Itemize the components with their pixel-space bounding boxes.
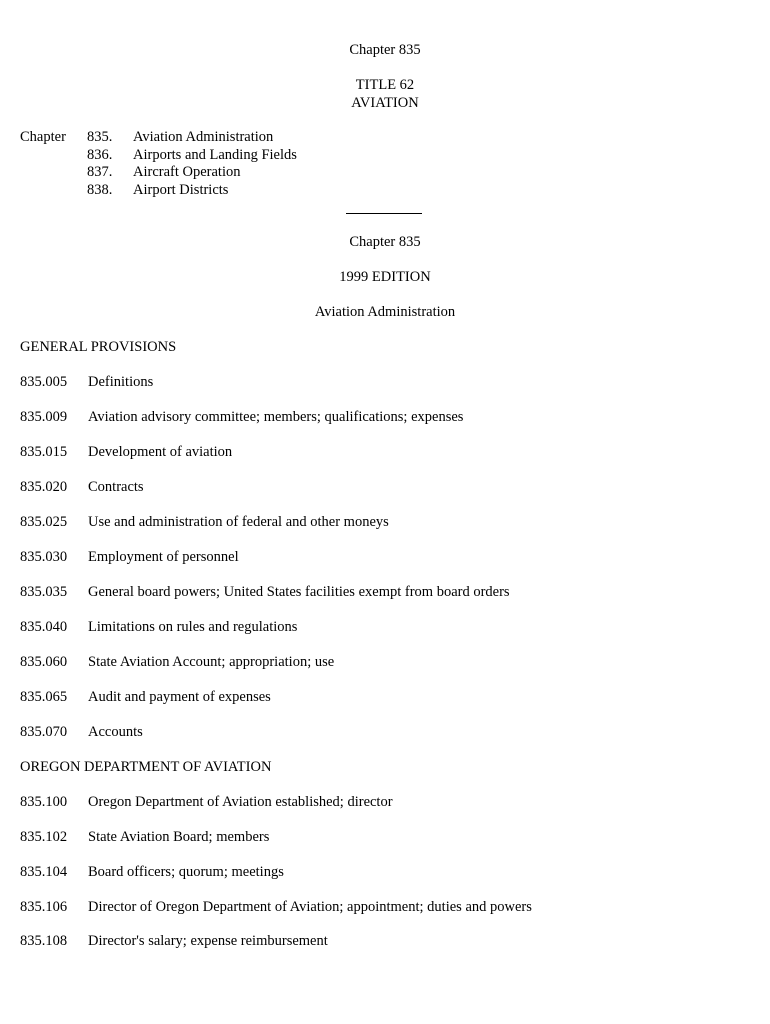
section-number: 835.025	[20, 514, 68, 530]
section-number: 835.100	[20, 794, 68, 810]
section-title: Employment of personnel	[88, 549, 239, 565]
section-number: 835.030	[20, 549, 68, 565]
section-title: Development of aviation	[88, 444, 233, 460]
chapter-number: 837.	[87, 164, 113, 180]
chapter-title: Airports and Landing Fields	[133, 146, 297, 163]
section-number: 835.015	[20, 444, 68, 460]
section-group-heading: GENERAL PROVISIONS	[20, 339, 177, 355]
section-number: 835.060	[20, 654, 68, 670]
section-number: 835.020	[20, 479, 68, 495]
section-number: 835.065	[20, 689, 68, 705]
section-title: Director of Oregon Department of Aviation; appointment; duties and powers	[88, 899, 532, 915]
section-number: 835.070	[20, 724, 68, 740]
chapter-title: Aviation Administration	[133, 129, 274, 145]
chapter-heading: Chapter 835	[349, 234, 421, 250]
chapter-list-label: Chapter	[20, 129, 66, 145]
section-number: 835.009	[20, 409, 68, 425]
section-number: 835.102	[20, 829, 68, 845]
section-title: Contracts	[88, 479, 144, 495]
chapter-number: 836.	[87, 146, 113, 163]
section-group-heading: OREGON DEPARTMENT OF AVIATION	[20, 759, 272, 775]
section-number: 835.104	[20, 864, 68, 880]
section-title: Aviation advisory committee; members; qualifications; expenses	[88, 409, 464, 425]
section-number: 835.106	[20, 899, 68, 915]
section-number: 835.108	[20, 933, 68, 949]
section-title: Limitations on rules and regulations	[88, 619, 298, 635]
chapter-number: 835.	[87, 129, 113, 145]
separator-rule	[346, 213, 422, 214]
section-title: Audit and payment of expenses	[88, 689, 271, 705]
edition-label: 1999 EDITION	[339, 269, 431, 285]
section-number: 835.035	[20, 584, 68, 600]
chapter-title: Aircraft Operation	[133, 164, 241, 180]
chapter-name: Aviation Administration	[314, 304, 456, 320]
section-number: 835.040	[20, 619, 68, 635]
section-title: Use and administration of federal and other moneys	[88, 514, 389, 530]
page-header-chapter: Chapter 835	[349, 42, 421, 58]
section-title: Board officers; quorum; meetings	[88, 864, 284, 880]
section-title: State Aviation Account; appropriation; use	[88, 654, 335, 670]
section-number: 835.005	[20, 374, 68, 390]
title-subject: AVIATION	[351, 95, 419, 111]
title-number: TITLE 62	[355, 77, 415, 93]
section-title: Accounts	[88, 724, 143, 740]
section-title: State Aviation Board; members	[88, 829, 270, 845]
section-title: Director's salary; expense reimbursement	[88, 933, 328, 949]
section-title: General board powers; United States facilities exempt from board orders	[88, 584, 510, 600]
chapter-title: Airport Districts	[133, 181, 229, 198]
chapter-number: 838.	[87, 181, 113, 198]
section-title: Definitions	[88, 374, 154, 390]
section-title: Oregon Department of Aviation established; director	[88, 794, 393, 810]
